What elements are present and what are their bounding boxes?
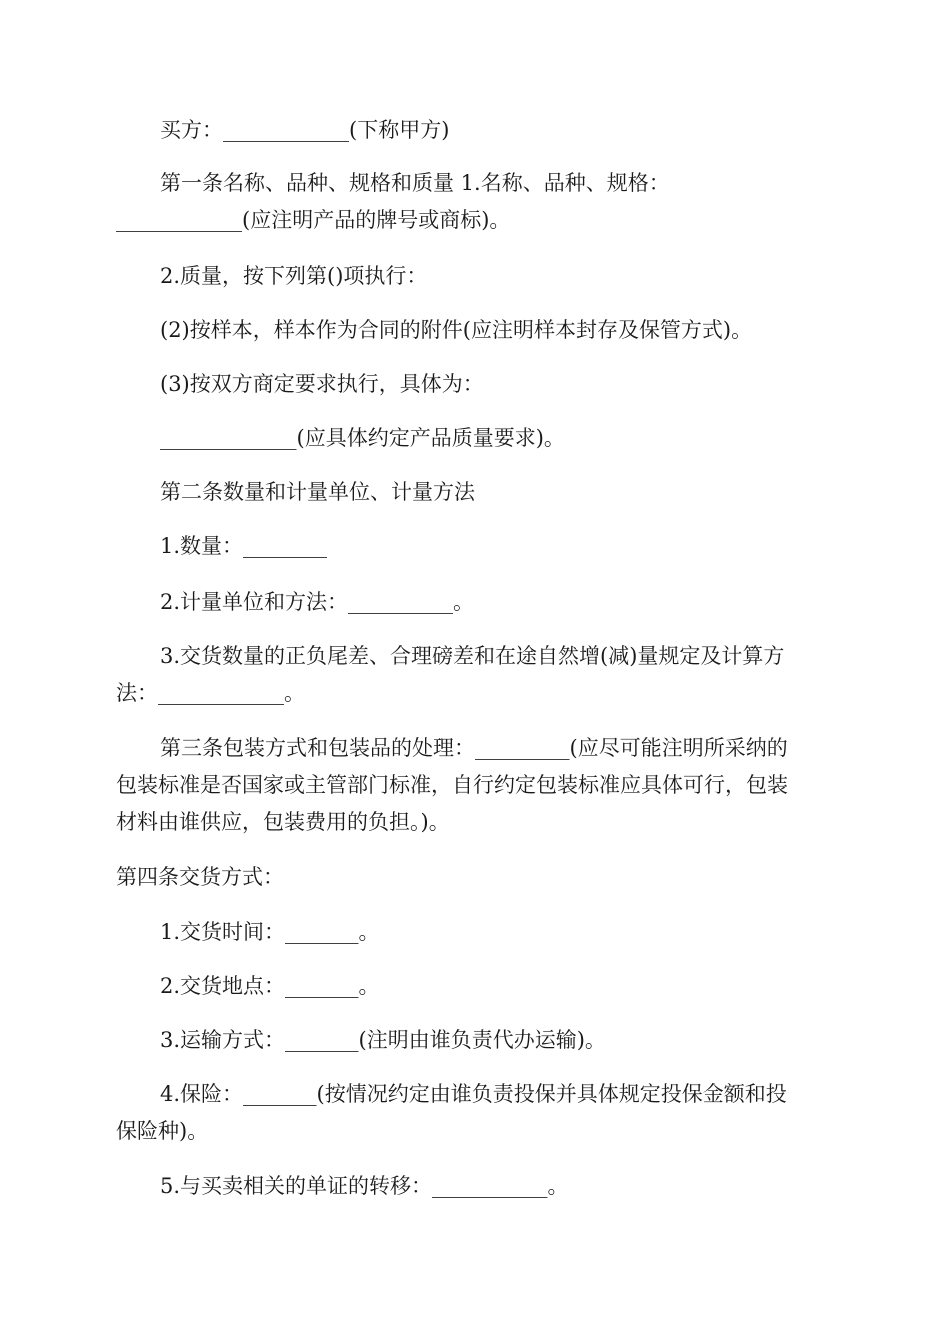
article-1-line-2: ____________(应注明产品的牌号或商标)。: [116, 208, 511, 232]
transport-line: 3.运输方式：_______(注明由谁负责代办运输)。: [160, 1028, 606, 1052]
article-1-name-spec: [116, 165, 836, 239]
documents-transfer-line: 5.与买卖相关的单证的转移：___________。: [160, 1174, 569, 1198]
quality-option-3-fill: _____________(应具体约定产品质量要求)。: [160, 426, 565, 450]
quality-option-3: (3)按双方商定要求执行，具体为：: [160, 372, 484, 396]
insurance-line-2: 保险种)。: [116, 1119, 209, 1143]
unit-method-line: 2.计量单位和方法：__________。: [160, 590, 475, 614]
delivery-time-line: 1.交货时间：_______。: [160, 920, 380, 944]
tolerance-line-2: 法：____________。: [116, 681, 305, 705]
article-4-heading: 第四条交货方式：: [116, 865, 284, 889]
insurance-clause: [116, 1076, 836, 1150]
insurance-line-1: 4.保险：_______(按情况约定由谁负责投保并具体规定投保金额和投: [160, 1082, 787, 1106]
delivery-place-line: 2.交货地点：_______。: [160, 974, 380, 998]
quality-clause: 2.质量，按下列第()项执行：: [160, 264, 428, 288]
quantity-line: 1.数量：________: [160, 534, 328, 558]
article-3-packaging: [116, 730, 836, 841]
article-1-line-1: 第一条名称、品种、规格和质量 1.名称、品种、规格：: [160, 171, 670, 195]
article-3-line-1: 第三条包装方式和包装品的处理：_________(应尽可能注明所采纳的: [160, 736, 788, 760]
tolerance-clause: [116, 638, 836, 712]
buyer-line: 买方：____________(下称甲方): [160, 118, 450, 142]
article-2-heading: 第二条数量和计量单位、计量方法: [160, 480, 475, 504]
article-3-line-3: 材料由谁供应，包装费用的负担。)。: [116, 810, 450, 834]
quality-option-2: (2)按样本，样本作为合同的附件(应注明样本封存及保管方式)。: [160, 318, 753, 342]
tolerance-line-1: 3.交货数量的正负尾差、合理磅差和在途自然增(减)量规定及计算方: [160, 644, 785, 668]
article-3-line-2: 包装标准是否国家或主管部门标准，自行约定包装标准应具体可行，包装: [116, 773, 788, 797]
